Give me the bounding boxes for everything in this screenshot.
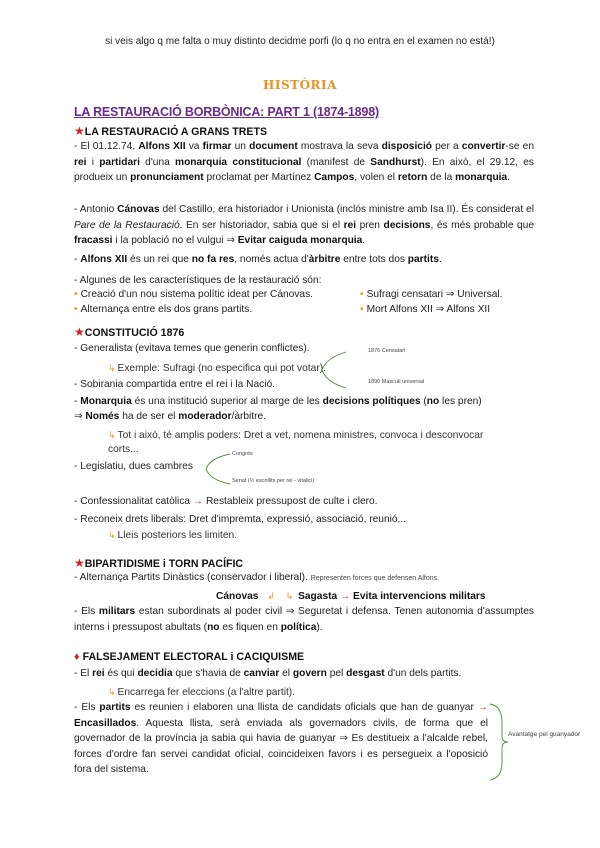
s4-line-1-sub: ↳ Encarrega fer eleccions (a l'altre partit). (108, 687, 296, 698)
paragraph-s1-p1: - El 01.12.74, Alfons XII va firmar un document mostrava la seva disposició per a convertir-se en rei i partidari d'una monarquia constitucional (manifest de Sandhurst). En això, el 29.12, es produeix un pronunciament proclamat per Martínez Campos, volen el retorn de la monarquia. (74, 141, 534, 183)
return-arrow-icon: ↳ (108, 430, 116, 440)
s2-line-2: - Sobirania compartida entre el rei i la Nació. (74, 379, 276, 390)
s2-line-6: - Reconeix drets liberals: Dret d'impremta, expressió, associació, reunió... (74, 514, 407, 525)
s2-line-3-sub2: corts... (108, 444, 139, 455)
brace-sufragi-top: 1876 Censatari (368, 348, 406, 354)
paragraph-s1-p2: - Antonio Cánovas del Castillo, era historiador i Unionista (inclós ministre amb Isa II). És considerat el Pare de la Restauració. En ser historiador, sabia que si el rei pren decisions, és més probable que fracassi i la població no el vulgui ⇒ Evitar caiguda monarquia. (74, 204, 534, 246)
list-item: Mort Alfons XII ⇒ Alfons XII (366, 304, 491, 315)
star-icon: ★ (74, 556, 85, 570)
brace-cambres-top: Congrés (232, 451, 253, 457)
top-note: si veis algo q me falta o muy distinto decidme porfi (lo q no entra en el examen no está!) (105, 36, 495, 47)
s2-line-1: - Generalista (evitava temes que generin conflictes). (74, 343, 310, 354)
return-arrow-icon: ↳ (108, 363, 116, 373)
section-heading-constitucio: ★CONSTITUCIÓ 1876 (74, 325, 185, 339)
section-heading-falsejament: ♦ FALSEJAMENT ELECTORAL i CACIQUISME (74, 651, 305, 663)
s2-line-3b: ⇒ Només ha de ser el moderador/àrbitre. (74, 411, 267, 422)
return-arrow-icon: ↳ (108, 687, 116, 697)
star-icon: ★ (74, 124, 85, 138)
bullet-icon: • (74, 289, 78, 300)
brace-guanyador-label: Avantatge pel guanyador (508, 731, 581, 738)
s3-line-1: - Alternança Partits Dinàstics (conservador i liberal). Representen forces que defensen Alfons. (74, 572, 440, 583)
list-item: Sufragi censatari ⇒ Universal. (366, 289, 503, 300)
brace-cambres (202, 452, 232, 486)
brace-cambres-bottom: Senat (½ escollits per rei - vitalici) (232, 478, 315, 484)
brace-sufragi-bottom: 1890 Masculí universal (368, 379, 425, 385)
s4-line-1: - El rei és qui decidia que s'havia de canviar el govern pel desgast d'un dels partits. (74, 668, 462, 679)
bullet-icon: • (360, 304, 364, 315)
return-arrow-icon: ↳ (285, 591, 294, 601)
bullet-icon: • (74, 304, 78, 315)
brace-sufragi (318, 350, 348, 390)
star-icon: ★ (74, 325, 85, 339)
section-heading-bipartidisme: ★BIPARTIDISME i TORN PACÍFIC (74, 556, 244, 570)
paragraph-s1-p3: - Alfons XII és un rei que no fa res, només actua d'àrbitre entre tots dos partits. (74, 254, 442, 265)
s3-line-2: Cánovas ↲ ↳ Sagasta → Evita intervencions militars (216, 591, 486, 602)
diamond-icon: ♦ (74, 651, 80, 663)
page-title: HISTÒRIA (263, 78, 337, 92)
section-heading-restauracio: ★LA RESTAURACIÓ A GRANS TRETS (74, 124, 268, 138)
paragraph-s4-p1: - Els partits es reunien i elaboren una llista de candidats oficials que han de guanyar → Encasillados. Aquesta llista, serà enviada als governadors civils, de forma que el governador de la província ja sabia qui havia de guanyar ⇒ Es destitueix a l'alcalde rebel, forces d'ordre fan servei candidat oficial, coincideixen favors i es persegueix a l'oposició fora del sistema. (74, 702, 488, 775)
s2-line-3-sub1: ↳ Tot i això, té amplis poders: Dret a vet, nomena ministres, convoca i desconvocar (108, 430, 484, 441)
s2-line-5: - Confessionalitat catòlica → Restableix pressupost de culte i clero. (74, 496, 378, 507)
return-arrow-icon: ↳ (108, 530, 116, 540)
brace-guanyador (488, 702, 510, 782)
s2-line-4: - Legislatiu, dues cambres (74, 461, 193, 472)
list-item: Alternança entre els dos grans partits. (80, 304, 253, 315)
s2-line-6-sub: ↳ Lleis posteriors les limiten. (108, 530, 238, 541)
topic-title: LA RESTAURACIÓ BORBÒNICA: PART 1 (1874-1898) (74, 105, 379, 119)
s2-line-1-sub: ↳ Exemple: Sufragi (no especifica qui pot votar). (108, 363, 326, 374)
list-item: Creació d'un nou sistema polític ideat per Cánovas. (80, 289, 314, 300)
s2-line-3: - Monarquia és una institució superior al marge de les decisions polítiques (no les pren) (74, 396, 482, 407)
return-arrow-icon: ↲ (267, 591, 275, 601)
bullet-icon: • (360, 289, 364, 300)
paragraph-s3-p1: - Els militars estan subordinats al poder civil ⇒ Seguretat i defensa. Tenen autonomia d'assumptes interns i pressupost abultats (no es fiquen en política). (74, 606, 534, 633)
paragraph-s1-p4: - Algunes de les característiques de la restauració són: (74, 275, 322, 286)
